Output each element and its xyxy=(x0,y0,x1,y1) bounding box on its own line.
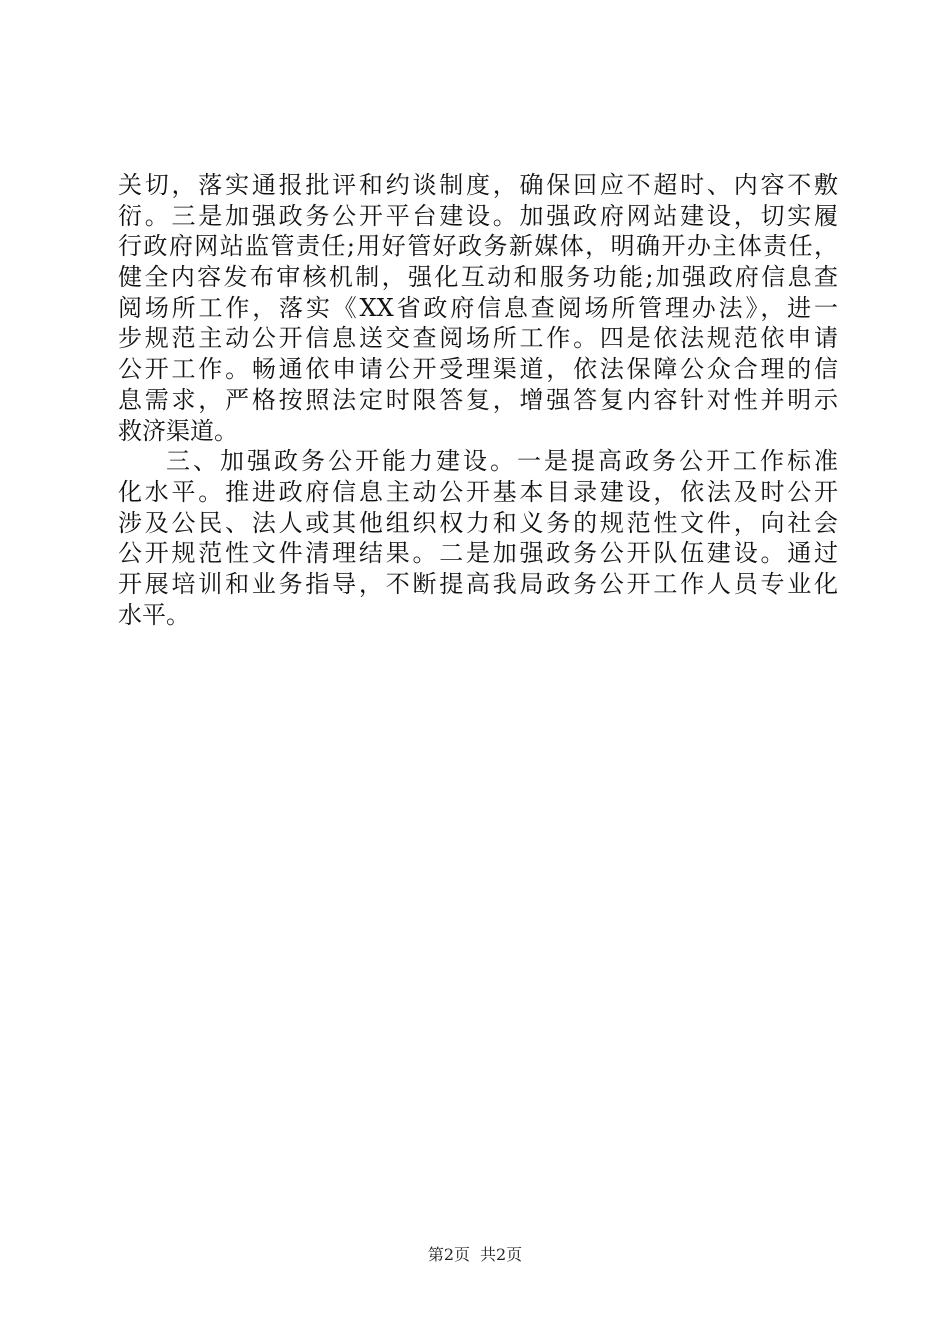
text-line: 公开工作。畅通依申请公开受理渠道，依法保障公众合理的信 xyxy=(118,355,838,384)
text-line: 步规范主动公开信息送交查阅场所工作。四是依法规范依申请 xyxy=(118,324,838,353)
text-line: 开展培训和业务指导，不断提高我局政务公开工作人员专业化 xyxy=(118,569,838,598)
text-line: 公开规范性文件清理结果。二是加强政务公开队伍建设。通过 xyxy=(118,539,838,568)
text-line: 衍。三是加强政务公开平台建设。加强政府网站建设，切实履 xyxy=(118,201,838,230)
page-number: 第2页 xyxy=(427,1245,470,1264)
text-line: 三、加强政务公开能力建设。一是提高政务公开工作标准 xyxy=(166,447,838,476)
text-line: 关切，落实通报批评和约谈制度，确保回应不超时、内容不敷 xyxy=(118,171,838,199)
text-line: 息需求，严格按照法定时限答复，增强答复内容针对性并明示 xyxy=(118,385,838,414)
document-body xyxy=(118,170,838,630)
text-line: 涉及公民、法人或其他组织权力和义务的规范性文件，向社会 xyxy=(118,508,838,537)
text-line: 水平。 xyxy=(118,600,190,629)
page-total: 共2页 xyxy=(480,1245,523,1264)
text-line: 化水平。推进政府信息主动公开基本目录建设，依法及时公开 xyxy=(118,477,838,506)
text-line: 健全内容发布审核机制，强化互动和服务功能;加强政府信息查 xyxy=(118,263,838,292)
text-line: 行政府网站监管责任;用好管好政务新媒体，明确开办主体责任， xyxy=(118,232,838,261)
text-line: 救济渠道。 xyxy=(118,416,238,445)
page-footer xyxy=(0,1244,950,1266)
text-line: 阅场所工作，落实《XX省政府信息查阅场所管理办法》，进一 xyxy=(118,293,838,322)
